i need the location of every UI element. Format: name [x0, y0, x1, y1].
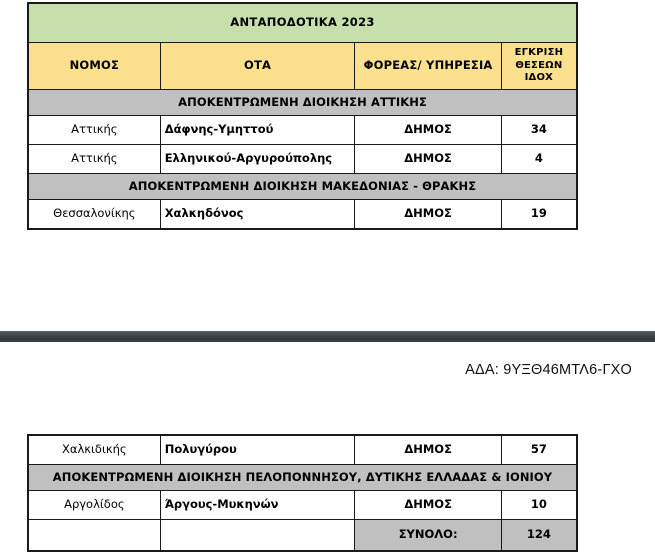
- cell-nomos: Αργολίδος: [28, 491, 160, 520]
- table-title-row: [28, 3, 577, 43]
- total-value: 124: [501, 520, 577, 552]
- section-row: [28, 90, 577, 116]
- cell-theseis: 10: [501, 491, 577, 520]
- section-label: ΑΠΟΚΕΝΤΡΩΜΕΝΗ ΔΙΟΙΚΗΣΗ ΜΑΚΕΔΟΝΙΑΣ - ΘΡΑΚΗΣ: [28, 174, 577, 200]
- table-row: [28, 116, 577, 145]
- column-header-egkrisi-line3: ΙΔΟΧ: [524, 72, 554, 84]
- cell-ota-empty: [160, 520, 355, 552]
- cell-theseis: 4: [501, 145, 577, 174]
- section-row: [28, 465, 577, 491]
- column-header-nomos: ΝΟΜΟΣ: [28, 43, 160, 90]
- ada-code: ΑΔΑ: 9ΥΞΘ46ΜΤΛ6-ΓΧΟ: [465, 362, 632, 378]
- antapodotika-table-top: [27, 2, 578, 230]
- total-label: ΣΥΝΟΛΟ:: [355, 520, 501, 552]
- column-header-foreas: ΦΟΡΕΑΣ/ ΥΠΗΡΕΣΙΑ: [355, 43, 501, 90]
- section-label: ΑΠΟΚΕΝΤΡΩΜΕΝΗ ΔΙΟΙΚΗΣΗ ΠΕΛΟΠΟΝΝΗΣΟΥ, ΔΥΤΙΚΗΣ ΕΛΛΑΔΑΣ & ΙΟΝΙΟΥ: [28, 465, 577, 491]
- table-title: ΑΝΤΑΠΟΔΟΤΙΚΑ 2023: [28, 3, 577, 43]
- column-header-egkrisi-line2: ΘΕΣΕΩΝ: [515, 59, 563, 71]
- column-header-egkrisi-line1: ΕΓΚΡΙΣΗ: [514, 47, 564, 59]
- cell-nomos: Χαλκιδικής: [28, 435, 160, 465]
- antapodotika-table-bottom: [27, 434, 578, 552]
- cell-ota: Πολυγύρου: [160, 435, 355, 465]
- cell-foreas: ΔΗΜΟΣ: [355, 435, 501, 465]
- cell-foreas: ΔΗΜΟΣ: [355, 491, 501, 520]
- cell-theseis: 57: [501, 435, 577, 465]
- total-row: [28, 520, 577, 552]
- page-break-divider: [0, 331, 655, 342]
- column-header-egkrisi-theseon-idox: [501, 43, 577, 90]
- column-header-ota: ΟΤΑ: [160, 43, 355, 90]
- cell-ota: Άργους-Μυκηνών: [160, 491, 355, 520]
- table-row: [28, 435, 577, 465]
- table-row: [28, 491, 577, 520]
- cell-theseis: 34: [501, 116, 577, 145]
- table-header-row: [28, 43, 577, 90]
- cell-foreas: ΔΗΜΟΣ: [355, 145, 501, 174]
- section-label: ΑΠΟΚΕΝΤΡΩΜΕΝΗ ΔΙΟΙΚΗΣΗ ΑΤΤΙΚΗΣ: [28, 90, 577, 116]
- cell-nomos-empty: [28, 520, 160, 552]
- cell-foreas: ΔΗΜΟΣ: [355, 116, 501, 145]
- cell-nomos: Θεσσαλονίκης: [28, 200, 160, 230]
- cell-ota: Χαλκηδόνος: [160, 200, 355, 230]
- cell-nomos: Αττικής: [28, 145, 160, 174]
- cell-ota: Δάφνης-Υμηττού: [160, 116, 355, 145]
- table-row: [28, 200, 577, 230]
- cell-foreas: ΔΗΜΟΣ: [355, 200, 501, 230]
- cell-ota: Ελληνικού-Αργυρούπολης: [160, 145, 355, 174]
- table-row: [28, 145, 577, 174]
- cell-nomos: Αττικής: [28, 116, 160, 145]
- section-row: [28, 174, 577, 200]
- cell-theseis: 19: [501, 200, 577, 230]
